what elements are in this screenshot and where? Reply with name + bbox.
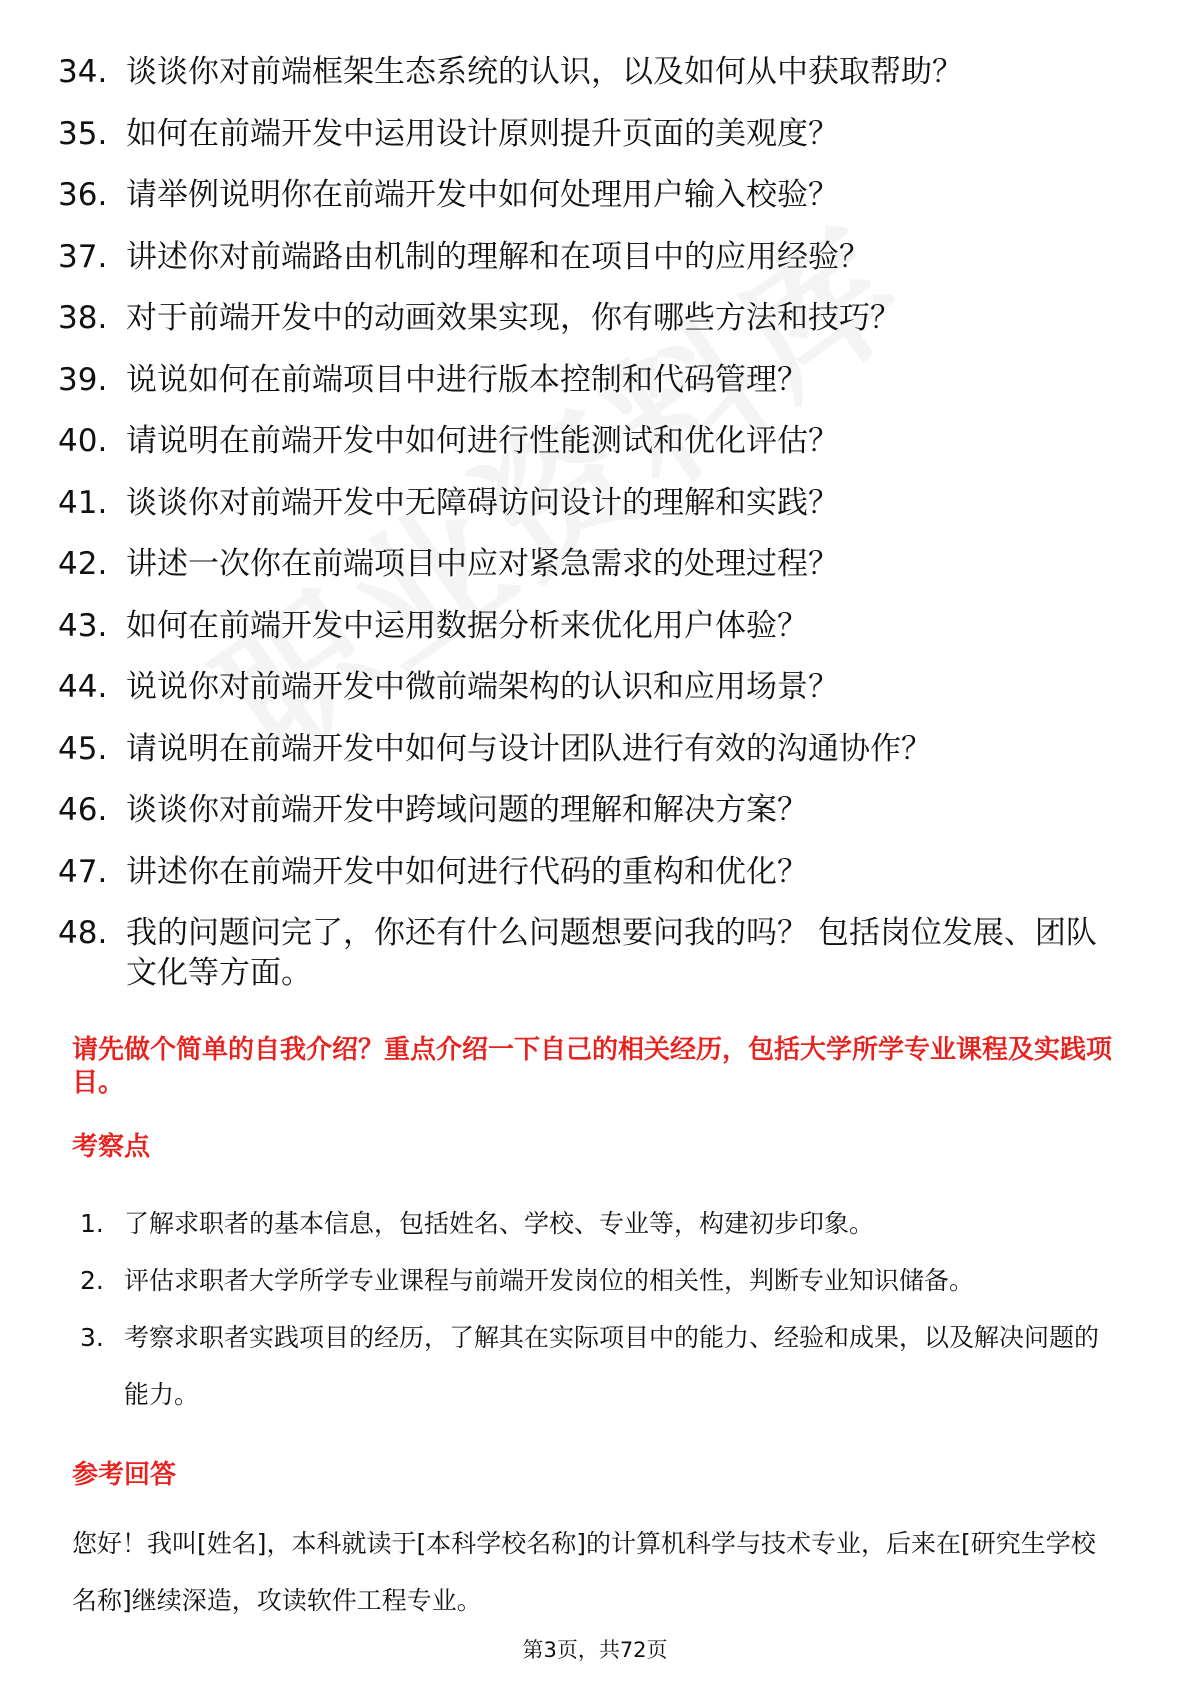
question-item	[58, 852, 1118, 892]
question-number: 42.	[58, 546, 108, 582]
question-item	[58, 421, 1118, 461]
question-number: 48.	[58, 915, 108, 951]
reference-answer-text: 您好！我叫[姓名]，本科就读于[本科学校名称]的计算机科学与技术专业，后来在[研究生学校名称]继续深造，攻读软件工程专业。	[72, 1529, 1096, 1615]
question-number: 39.	[58, 361, 108, 398]
question-text: 请说明在前端开发中如何与设计团队进行有效的沟通协作？	[126, 730, 932, 767]
question-text: 对于前端开发中的动画效果实现，你有哪些方法和技巧？	[126, 300, 901, 336]
question-text: 如何在前端开发中运用设计原则提升页面的美观度？	[126, 115, 839, 152]
intro-question-heading: 请先做个简单的自我介绍？重点介绍一下自己的相关经历，包括大学所学专业课程及实践项目。	[72, 1035, 1113, 1098]
kaochadian-number: 2.	[80, 1266, 104, 1295]
question-number: 47.	[58, 853, 108, 890]
question-number: 40.	[58, 423, 108, 459]
kaochadian-number: 1.	[80, 1209, 104, 1238]
question-item	[58, 913, 1118, 993]
page-footer: 第3页，共72页	[522, 1638, 668, 1662]
question-item	[58, 114, 1118, 154]
question-item	[58, 729, 1118, 769]
question-item	[58, 790, 1118, 830]
question-text: 请说明在前端开发中如何进行性能测试和优化评估？	[126, 423, 839, 459]
kaochadian-heading: 考察点	[72, 1132, 151, 1162]
question-text: 请举例说明你在前端开发中如何处理用户输入校验？	[126, 177, 839, 213]
question-text: 讲述一次你在前端项目中应对紧急需求的处理过程？	[126, 546, 839, 582]
question-item	[58, 606, 1118, 646]
question-number: 43.	[58, 607, 108, 644]
question-text: 讲述你对前端路由机制的理解和在项目中的应用经验？	[126, 238, 870, 275]
question-item	[58, 298, 1118, 338]
question-number: 35.	[58, 115, 108, 152]
kaochadian-item	[80, 1195, 1120, 1252]
question-text: 我的问题问完了，你还有什么问题想要问我的吗？ 包括岗位发展、团队文化等方面。	[126, 915, 1097, 991]
question-item	[58, 360, 1118, 400]
reference-answer-heading: 参考回答	[72, 1460, 177, 1490]
question-item	[58, 52, 1118, 92]
question-number: 37.	[58, 238, 108, 275]
question-item	[58, 175, 1118, 215]
question-item	[58, 483, 1118, 523]
question-item	[58, 544, 1118, 584]
kaochadian-text: 考察求职者实践项目的经历，了解其在实际项目中的能力、经验和成果，以及解决问题的能力。	[124, 1323, 1100, 1409]
question-number: 44.	[58, 669, 108, 705]
question-number: 41.	[58, 484, 108, 521]
question-item	[58, 237, 1118, 277]
kaochadian-text: 了解求职者的基本信息，包括姓名、学校、专业等，构建初步印象。	[124, 1209, 875, 1238]
question-item	[58, 667, 1118, 707]
question-list	[58, 52, 1118, 1015]
question-text: 如何在前端开发中运用数据分析来优化用户体验？	[126, 607, 808, 644]
kaochadian-item	[80, 1309, 1120, 1423]
kaochadian-list	[80, 1195, 1120, 1423]
question-number: 45.	[58, 730, 108, 767]
question-number: 34.	[58, 54, 108, 90]
question-text: 谈谈你对前端框架生态系统的认识，以及如何从中获取帮助？	[126, 54, 963, 90]
question-text: 说说如何在前端项目中进行版本控制和代码管理？	[126, 361, 808, 398]
kaochadian-item	[80, 1252, 1120, 1309]
kaochadian-number: 3.	[80, 1323, 104, 1352]
question-text: 谈谈你对前端开发中跨域问题的理解和解决方案？	[126, 792, 808, 828]
question-number: 38.	[58, 300, 108, 336]
question-number: 36.	[58, 177, 108, 213]
question-text: 讲述你在前端开发中如何进行代码的重构和优化？	[126, 853, 808, 890]
kaochadian-text: 评估求职者大学所学专业课程与前端开发岗位的相关性，判断专业知识储备。	[124, 1266, 975, 1295]
question-text: 说说你对前端开发中微前端架构的认识和应用场景？	[126, 669, 839, 705]
question-number: 46.	[58, 792, 108, 828]
question-text: 谈谈你对前端开发中无障碍访问设计的理解和实践？	[126, 484, 839, 521]
